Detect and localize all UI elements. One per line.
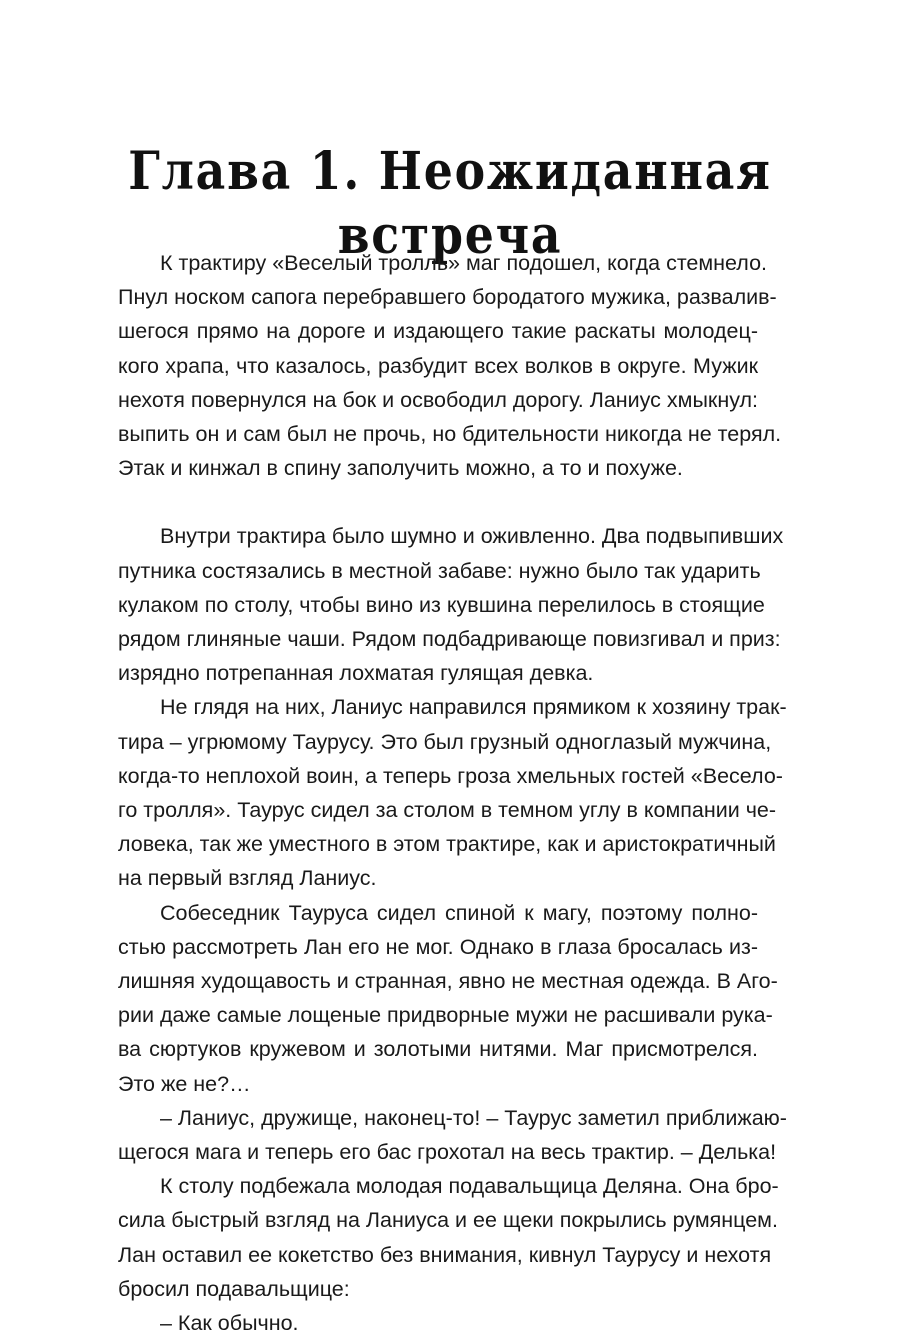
paragraph [118, 690, 787, 895]
text-line: выпить он и сам был не прочь, но бдительности никогда не терял. [118, 422, 782, 447]
section-break [118, 485, 758, 519]
text-line: лишняя худощавость и странная, явно не местная одежда. В Аго- [118, 969, 778, 994]
text-line: – Как обычно. [160, 1311, 299, 1336]
text-line: – Ланиус, дружище, наконец-то! – Таурус заметил приближаю- [160, 1105, 787, 1130]
text-line: рядом глиняные чаши. Рядом подбадривающе повизгивал и приз: [118, 627, 781, 652]
text-line: шегося прямо на дороге и издающего такие раскаты молодец- [118, 319, 758, 344]
text-line: нехотя повернулся на бок и освободил дорогу. Ланиус хмыкнул: [118, 387, 758, 412]
text-line: стью рассмотреть Лан его не мог. Однако в глаза бросалась из- [118, 934, 758, 959]
text-line: когда-то неплохой воин, а теперь гроза хмельных гостей «Весело- [118, 763, 783, 788]
text-line: Внутри трактира было шумно и оживленно. Два подвыпивших [160, 524, 784, 549]
text-line: Лан оставил ее кокетство без внимания, кивнул Таурусу и нехотя [118, 1242, 772, 1267]
text-line: К трактиру «Веселый тролль» маг подошел, когда стемнело. [160, 251, 767, 275]
text-line: Собеседник Тауруса сидел спиной к магу, поэтому полно- [160, 900, 758, 925]
chapter-title: Глава 1. Неожиданная встреча [128, 141, 772, 266]
text-line: на первый взгляд Ланиус. [118, 866, 377, 891]
text-line: го тролля». Таурус сидел за столом в темном углу в компании че- [118, 798, 777, 823]
text-line: щегося мага и теперь его бас грохотал на весь трактир. – Делька! [118, 1140, 777, 1165]
text-line: бросил подавальщице: [118, 1276, 350, 1301]
paragraph [118, 1169, 779, 1306]
text-line: Не глядя на них, Ланиус направился прямиком к хозяину трак- [160, 695, 787, 720]
paragraph [118, 246, 782, 485]
paragraph [118, 1306, 758, 1340]
text-line: путника состязались в местной забаве: нужно было так ударить [118, 558, 761, 583]
text-line: ва сюртуков кружевом и золотыми нитями. Маг присмотрелся. [118, 1037, 758, 1062]
text-line: ловека, так же уместного в этом трактире, как и аристократичный [118, 832, 776, 857]
text-line: К столу подбежала молодая подавальщица Деляна. Она бро- [160, 1174, 779, 1199]
text-line: кулаком по столу, чтобы вино из кувшина перелилось в стоящие [118, 592, 765, 617]
text-line: Этак и кинжал в спину заполучить можно, а то и похуже. [118, 456, 683, 481]
text-line: Пнул носком сапога перебравшего бородатого мужика, развалив- [118, 285, 777, 310]
paragraph [118, 896, 778, 1101]
paragraph [118, 1101, 787, 1169]
text-line: изрядно потрепанная лохматая гулящая девка. [118, 661, 594, 686]
text-line: кого храпа, что казалось, разбудит всех волков в округе. Мужик [118, 353, 758, 378]
text-line: сила быстрый взгляд на Ланиуса и ее щеки покрылись румянцем. [118, 1208, 778, 1233]
text-line: рии даже самые лощеные придворные мужи не расшивали рука- [118, 1003, 773, 1028]
text-line: тира – угрюмому Таурусу. Это был грузный одноглазый мужчина, [118, 729, 772, 754]
chapter-body [118, 246, 787, 1340]
paragraph [118, 519, 784, 690]
text-line: Это же не?… [118, 1071, 251, 1096]
